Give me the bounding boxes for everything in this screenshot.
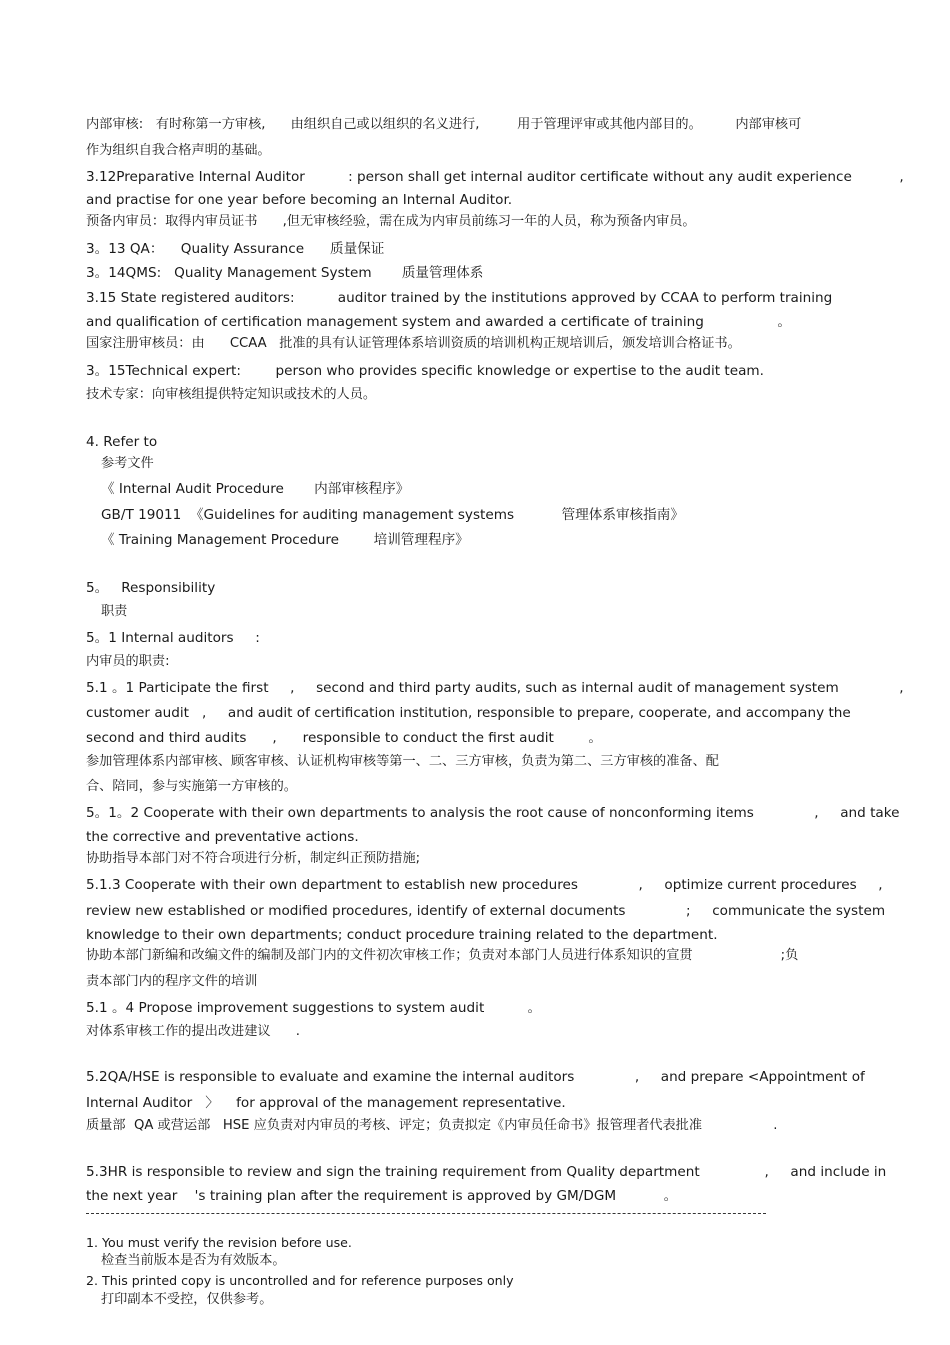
item-5-2-en: 5.2QA/HSE is responsible to evaluate and examine the internal auditors , and prepare <Appointment of xyxy=(86,1069,865,1085)
item-5-1-3-zh: 协助本部门新编和改编文件的编制及部门内的文件初次审核工作；负责对本部门人员进行体系知识的宣贯 ;负 xyxy=(86,948,799,963)
definition-internal-audit-zh: 内部审核: 有时称第一方审核, 由组织自己或以组织的名义进行, 用于管理评审或其他内部目的。 内部审核可 xyxy=(86,117,802,132)
reference-gbt-19011: GB/T 19011 《Guidelines for auditing management systems 管理体系审核指南》 xyxy=(101,507,684,523)
definition-3-15-en-cont: and qualification of certification management system and awarded a certificate of training 。 xyxy=(86,314,791,330)
item-5-1-4-zh: 对体系审核工作的提出改进建议 . xyxy=(86,1024,300,1039)
item-5-1-1-en: 5.1 。1 Participate the first , second and third party audits, such as internal audit of management system , xyxy=(86,680,904,696)
item-5-3-en: 5.3HR is responsible to review and sign the training requirement from Quality department , and include in xyxy=(86,1164,887,1180)
definition-technical-expert-en: 3。15Technical expert: person who provides specific knowledge or expertise to the audit team. xyxy=(86,363,764,379)
footnote-separator xyxy=(86,1213,766,1214)
footnote-1-zh: 检查当前版本是否为有效版本。 xyxy=(101,1253,286,1268)
footnote-2-zh: 打印副本不受控，仅供参考。 xyxy=(101,1292,273,1307)
reference-internal-audit-procedure: 《 Internal Audit Procedure 内部审核程序》 xyxy=(101,481,410,497)
section-4-heading-zh: 参考文件 xyxy=(101,456,154,471)
item-5-1-1-en-cont: customer audit , and audit of certification institution, responsible to prepare, cooperate, and accompany the xyxy=(86,705,851,721)
item-5-1-3-en-cont: review new established or modified procedures, identify of external documents ; communicate the system xyxy=(86,903,886,919)
item-5-2-zh: 质量部 QA 或营运部 HSE 应负责对内审员的考核、评定；负责拟定《内审员任命书》报管理者代表批准 . xyxy=(86,1118,778,1133)
section-5-1-heading-zh: 内审员的职责: xyxy=(86,654,170,669)
footnote-1-en: 1. You must verify the revision before use. xyxy=(86,1235,352,1250)
definition-3-12-zh: 预备内审员：取得内审员证书 ,但无审核经验，需在成为内审员前练习一年的人员，称为预备内审员。 xyxy=(86,214,696,229)
section-5-heading-zh: 职责 xyxy=(101,604,128,619)
item-5-1-2-en-cont: the corrective and preventative actions. xyxy=(86,829,359,845)
item-5-2-en-cont: Internal Auditor 〉 for approval of the management representative. xyxy=(86,1095,566,1111)
footnote-2-en: 2. This printed copy is uncontrolled and for reference purposes only xyxy=(86,1273,514,1288)
section-5-1-heading: 5。1 Internal auditors : xyxy=(86,630,260,646)
definition-3-12-en: 3.12Preparative Internal Auditor : person shall get internal auditor certificate without any audit experience , xyxy=(86,169,904,185)
item-5-1-4-en: 5.1 。4 Propose improvement suggestions to system audit 。 xyxy=(86,1000,542,1016)
item-5-1-1-zh: 参加管理体系内部审核、顾客审核、认证机构审核等第一、二、三方审核，负责为第二、三方审核的准备、配 xyxy=(86,754,719,769)
definition-3-13: 3。13 QA： Quality Assurance 质量保证 xyxy=(86,241,385,257)
definition-3-14: 3。14QMS: Quality Management System 质量管理体系 xyxy=(86,265,484,281)
definition-3-12-en-cont: and practise for one year before becoming an Internal Auditor. xyxy=(86,192,513,208)
reference-training-procedure: 《 Training Management Procedure 培训管理程序》 xyxy=(101,532,469,548)
definition-3-15-zh: 国家注册审核员：由 CCAA 批准的具有认证管理体系培训资质的培训机构正规培训后，颁发培训合格证书。 xyxy=(86,336,741,351)
item-5-1-1-en-cont2: second and third audits , responsible to conduct the first audit 。 xyxy=(86,730,603,746)
section-4-heading: 4. Refer to xyxy=(86,434,158,450)
item-5-1-3-zh-cont: 责本部门内的程序文件的培训 xyxy=(86,974,258,989)
item-5-1-2-en: 5。1。2 Cooperate with their own departments to analysis the root cause of nonconforming items , and take xyxy=(86,805,900,821)
item-5-1-1-zh-cont: 合、陪同，参与实施第一方审核的。 xyxy=(86,779,297,794)
item-5-1-3-en: 5.1.3 Cooperate with their own department to establish new procedures , optimize current procedures , xyxy=(86,877,883,893)
item-5-3-en-cont: the next year 's training plan after the requirement is approved by GM/DGM 。 xyxy=(86,1188,678,1204)
definition-technical-expert-zh: 技术专家：向审核组提供特定知识或技术的人员。 xyxy=(86,387,377,402)
item-5-1-3-en-cont2: knowledge to their own departments; conduct procedure training related to the department. xyxy=(86,927,718,943)
definition-internal-audit-zh-cont: 作为组织自我合格声明的基础。 xyxy=(86,143,271,158)
definition-3-15-en: 3.15 State registered auditors: auditor trained by the institutions approved by CCAA to perform training xyxy=(86,290,833,306)
section-5-heading: 5。 Responsibility xyxy=(86,580,216,596)
item-5-1-2-zh: 协助指导本部门对不符合项进行分析，制定纠正预防措施; xyxy=(86,851,421,866)
